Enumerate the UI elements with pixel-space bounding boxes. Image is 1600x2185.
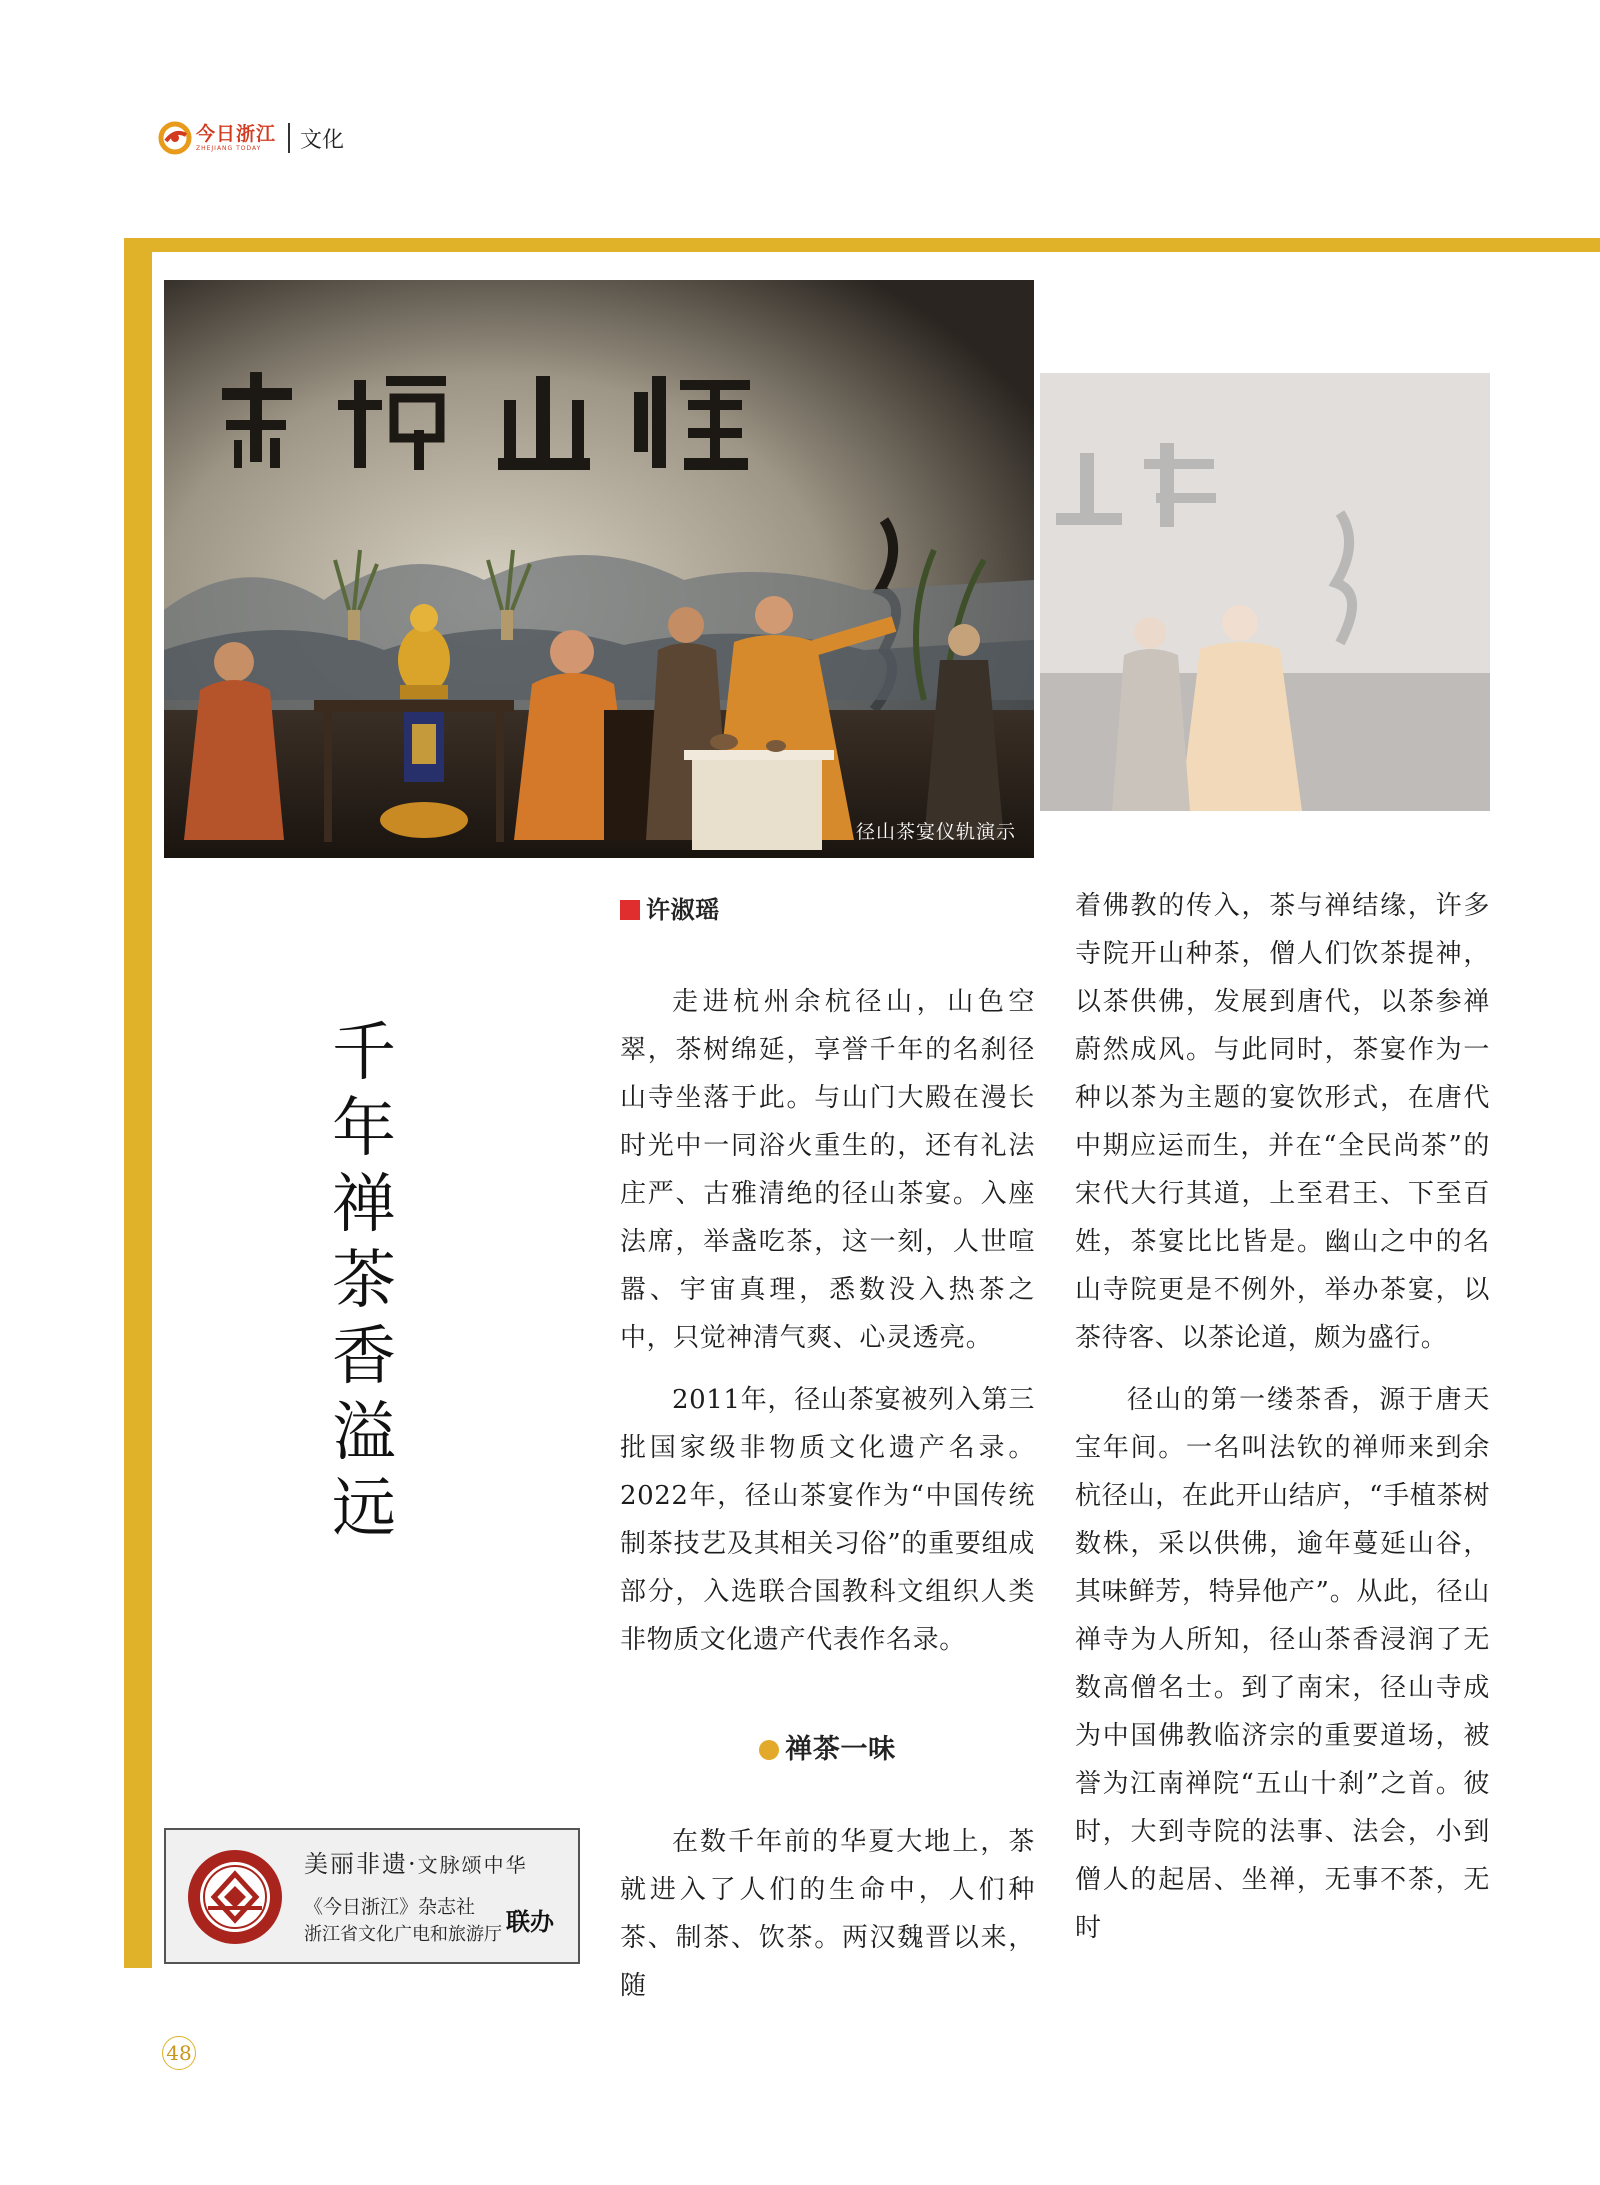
header [158,118,344,158]
paragraph: 走进杭州余杭径山，山色空翠，茶树绵延，享誉千年的名刹径山寺坐落于此。与山门大殿在漫长时光中一同浴火重生的，还有礼法庄严、古雅清绝的径山茶宴。入座法席，举盏吃茶，这一刻，人世喧嚣、宇宙真理，悉数没入热茶之中，只觉神清气爽、心灵透亮。 [620,987,1035,1353]
logo-chinese: 今日浙江 [196,122,277,145]
gold-frame-top [124,238,1600,252]
title-char: 千 [332,1016,396,1090]
gold-frame-left [124,238,152,1968]
author-name: 许淑瑶 [646,896,720,924]
photo-caption: 径山茶宴仪轨演示 [855,821,1016,843]
article-title [324,1015,404,1547]
paragraph: 径山的第一缕茶香，源于唐天宝年间。一名叫法钦的禅师来到余杭径山，在此开山结庐，“手植茶树数株，采以供佛，逾年蔓延山谷，其味鲜芳，特异他产”。从此，径山禅寺为人所知，径山茶香浸润了无数高僧名士。到了南宋，径山寺成为中国佛教临济宗的重要道场，被誉为江南禅院“五山十刹”之首。彼时，大到寺院的法事、法会，小到僧人的起居、坐禅，无事不茶，无时 [1075,1385,1490,1943]
paragraph: 在数千年前的华夏大地上，茶就进入了人们的生命中，人们种茶、制茶、饮茶。两汉魏晋以来，随 [620,1827,1035,2001]
author-byline [620,886,1035,934]
zhejiang-culture-tourism-seal-icon [186,1848,284,1946]
badge-slogan-main: 美丽非遗 [304,1850,408,1878]
section-label: 文化 [300,127,345,153]
tea-ceremony-illustration [164,280,1034,858]
page-number: 48 [162,2036,196,2070]
header-divider [288,123,290,153]
faded-illustration [1040,373,1490,811]
badge-slogan-dot: · [408,1850,418,1878]
logo-english: ZHEJIANG TODAY [196,144,262,152]
paragraph: 着佛教的传入，茶与禅结缘，许多寺院开山种茶，僧人们饮茶提神，以茶供佛，发展到唐代，以茶参禅蔚然成风。与此同时，茶宴作为一种以茶为主题的宴饮形式，在唐代中期应运而生，并在“全民尚茶”的宋代大行其道，上至君王、下至百姓，茶宴比比皆是。幽山之中的名山寺院更是不例外，举办茶宴，以茶待客、以茶论道，颇为盛行。 [1075,891,1490,1353]
title-char: 禅 [332,1168,396,1242]
author-marker-icon [620,900,640,920]
subhead-dot-icon [759,1740,779,1760]
title-char: 远 [332,1472,396,1546]
badge-joint-label: 联办 [506,1908,554,1936]
faded-background-photo [1040,373,1490,811]
logo-text [196,122,277,152]
zhejiang-today-logo-icon [158,121,192,155]
section-subheading [620,1726,1035,1774]
title-char: 香 [332,1320,396,1394]
badge-co-publisher: 浙江省文化广电和旅游厅 [304,1924,502,1945]
title-char: 溢 [332,1396,396,1470]
article-column-2 [1075,882,1490,1952]
title-char: 茶 [332,1244,396,1318]
paragraph: 2011年，径山茶宴被列入第三批国家级非物质文化遗产名录。2022年，径山茶宴作为“中国传统制茶技艺及其相关习俗”的重要组成部分，入选联合国教科文组织人类非物质文化遗产代表作名录。 [620,1385,1035,1655]
tea-ceremony-photo [164,280,1034,858]
badge-publisher: 《今日浙江》杂志社 [304,1896,476,1918]
subheading-text: 禅茶一味 [785,1734,896,1765]
article-column-1 [620,886,1035,2010]
title-char: 年 [332,1092,396,1166]
badge-slogan-sub: 文脉颂中华 [417,1853,528,1877]
badge-slogan [304,1844,528,1879]
joint-publication-badge [164,1828,580,1964]
